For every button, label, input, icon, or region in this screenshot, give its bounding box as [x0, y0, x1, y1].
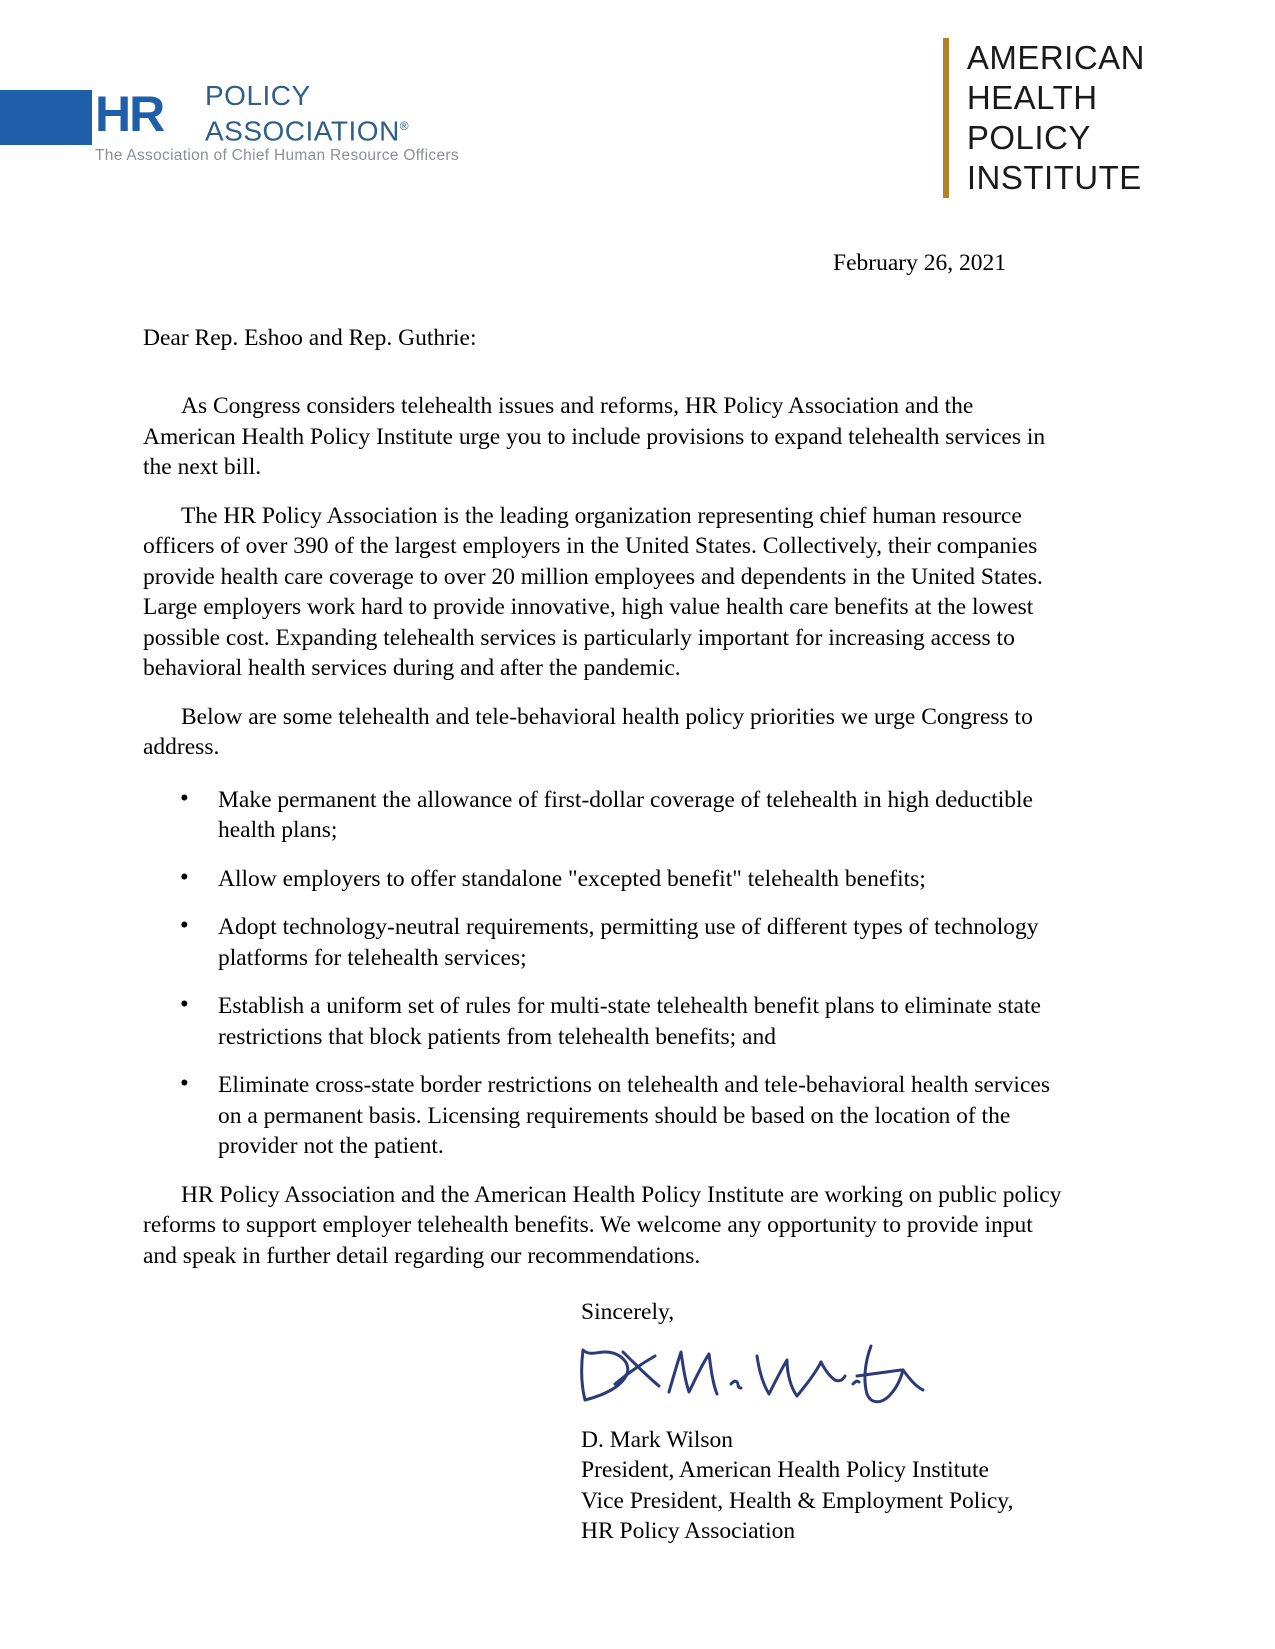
signature-image	[571, 1330, 1068, 1425]
policy-priorities-list	[143, 785, 1068, 1162]
bullet-icon: •	[180, 863, 189, 891]
hrpa-tagline: The Association of Chief Human Resource Officers	[95, 147, 459, 164]
signer-title-2: Vice President, Health & Employment Policy,	[581, 1487, 1014, 1514]
letter-salutation: Dear Rep. Eshoo and Rep. Guthrie:	[143, 324, 477, 351]
signer-title-3: HR Policy Association	[581, 1518, 796, 1544]
list-item	[143, 912, 1068, 973]
hrpa-mark-text: HR	[95, 86, 164, 142]
paragraph-2: The HR Policy Association is the leading organization representing chief human resource officers of over 390 of the largest employers in the United States. Collectively, their companies provide health care coverage to over 20 million employees and dependents in the United States. Large employers work hard to provide innovative, high value health care benefits at the lowest possible cost. Expanding telehealth services is particularly important for increasing access to behavioral health services during and after the pandemic.	[143, 502, 1043, 681]
list-item-text: Make permanent the allowance of first-dollar coverage of telehealth in high deductible health plans;	[218, 786, 1033, 843]
list-item-text: Eliminate cross-state border restrictions on telehealth and tele-behavioral health services on a permanent basis. Licensing requirements should be based on the location of the provider not the patient.	[218, 1072, 1050, 1159]
letter-date: February 26, 2021	[833, 250, 1006, 276]
hrpa-registered-mark: ®	[399, 119, 410, 133]
paragraph-1: As Congress considers telehealth issues and reforms, HR Policy Association and the American Health Policy Institute urge you to include provisions to expand telehealth services in the next bill.	[143, 393, 1046, 480]
ahpi-line-american: AMERICAN	[966, 39, 1145, 76]
hrpa-word-policy: POLICY	[205, 80, 311, 111]
bullet-icon: •	[180, 912, 189, 939]
hrpa-blue-block-icon	[0, 90, 92, 145]
bullet-icon: •	[180, 784, 189, 812]
signature-block	[143, 1297, 1068, 1547]
signer-title-1: President, American Health Policy Institute	[581, 1457, 989, 1483]
bullet-icon: •	[180, 1070, 189, 1097]
list-item-text: Adopt technology-neutral requirements, permitting use of different types of technology platforms for telehealth services;	[218, 914, 1039, 971]
letterhead	[0, 0, 1275, 225]
paragraph-3: Below are some telehealth and tele-behavioral health policy priorities we urge Congress to address.	[143, 703, 1033, 760]
american-health-policy-institute-logo	[943, 38, 1145, 198]
ahpi-line-institute: INSTITUTE	[966, 159, 1142, 196]
closing-paragraph: HR Policy Association and the American Health Policy Institute are working on public policy reforms to support employer telehealth benefits. We welcome any opportunity to provide input and speak in further detail regarding our recommendations.	[143, 1181, 1062, 1269]
sincerely-text: Sincerely,	[581, 1299, 675, 1325]
list-item	[143, 864, 1068, 895]
signer-name: D. Mark Wilson	[581, 1426, 734, 1453]
list-item-text: Allow employers to offer standalone "excepted benefit" telehealth benefits;	[218, 865, 926, 892]
list-item	[143, 785, 1068, 846]
signer-details	[581, 1425, 1068, 1547]
hrpa-word-association: ASSOCIATION®	[205, 115, 410, 147]
list-item	[143, 1070, 1068, 1162]
ahpi-line-policy: POLICY	[966, 119, 1091, 156]
hr-policy-association-logo	[0, 80, 520, 170]
hrpa-wordmark	[205, 81, 409, 146]
letter-body	[143, 248, 1068, 1547]
list-item-text: Establish a uniform set of rules for multi-state telehealth benefit plans to eliminate state restrictions that block patients from telehealth benefits; and	[218, 993, 1041, 1050]
list-item	[143, 991, 1068, 1052]
bullet-icon: •	[180, 991, 189, 1018]
ahpi-line-health: HEALTH	[966, 79, 1098, 116]
